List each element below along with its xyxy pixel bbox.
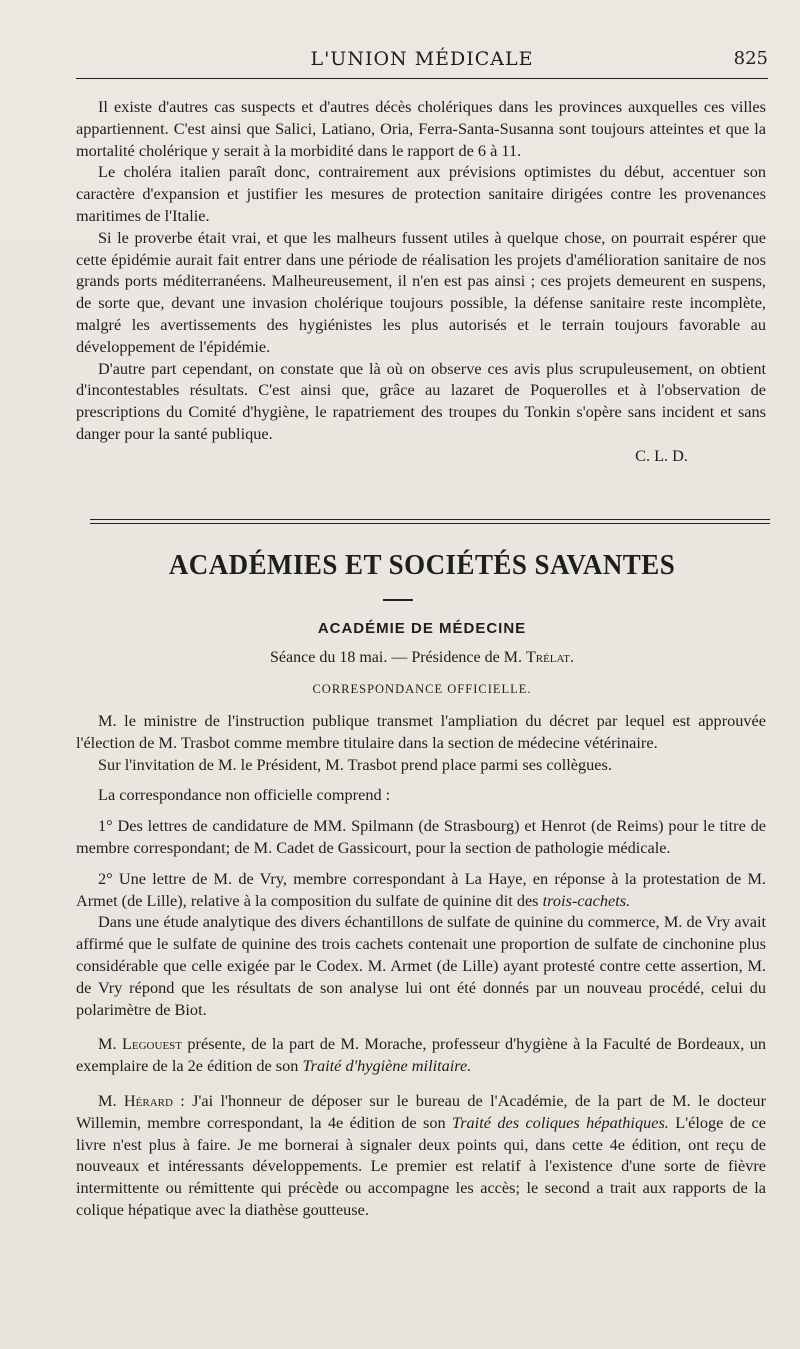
paragraph: Dans une étude analytique des divers échantillons de sulfate de quinine du commerce, M. de Vry avait affirmé que le sulfate de quinine des trois cachets contenait une proportion de sulfate de cinchonine plus considérable que celle exigée par le Codex. M. Armet (de Lille) ayant protesté contre cette assertion, M. de Vry répond que les résultats de son analyse lui ont été donnés par un nouveau procédé, celui du polarimètre de Biot. — [76, 912, 766, 1019]
session-date: Séance du 18 mai. — Présidence de M. — [270, 649, 526, 666]
page-number: 825 — [733, 48, 768, 69]
paragraph: Sur l'invitation de M. le Président, M. Trasbot prend place parmi ses collègues. — [98, 754, 612, 774]
paragraph: 1° Des lettres de candidature de MM. Spilmann (de Strasbourg) et Henrot (de Reims) pour le titre de membre correspondant; de M. Cadet de Gassicourt, pour la section de pathologie médicale. — [76, 816, 766, 857]
paragraph — [76, 868, 766, 912]
italic-text: Traité d'hygiène militaire. — [302, 1056, 472, 1076]
paragraph: Le choléra italien paraît donc, contrairement aux prévisions optimistes du début, accentuer son caractère d'expansion et justifier les mesures de protection sanitaire dirigées contre les provenances maritimes de l'Italie. — [76, 162, 766, 225]
session-line — [76, 649, 768, 667]
paragraph: Il existe d'autres cas suspects et d'autres décès cholériques dans les provinces auxquelles ces villes appartiennent. C'est ainsi que Salici, Latiano, Oria, Ferra-Santa-Susanna sont toujours atteintes et que la mortalité cholérique y serait à la morbidité dans le rapport de 6 à 11. — [76, 97, 766, 160]
journal-title: L'UNION MÉDICALE — [310, 48, 534, 70]
header-rule — [76, 78, 768, 79]
article-end — [76, 96, 766, 467]
section-divider — [90, 519, 770, 524]
paragraph-text: présente, de la part de M. Morache, professeur d'hygiène à la Faculté de Bordeaux, un exemplaire de la 2e édition de son — [76, 1034, 767, 1076]
correspondance-heading: CORRESPONDANCE OFFICIELLE. — [312, 682, 532, 696]
paragraph-text: 2° Une lettre de M. de Vry, membre correspondant à La Haye, en réponse à la protestation de M. Armet (de Lille), relative à la composition du sulfate de quinine dit des — [76, 868, 766, 910]
italic-text: trois-cachets. — [542, 890, 631, 910]
subsection-title: ACADÉMIE DE MÉDECINE — [317, 620, 527, 637]
session-president: Trélat. — [525, 649, 574, 666]
paragraph — [76, 1033, 766, 1077]
running-head — [76, 46, 768, 76]
section-body — [76, 710, 766, 1221]
paragraph-text: L'éloge de ce livre n'est plus à faire. Je me bornerai à signaler deux points qui, dans cette 4e édition, ont reçu de nouveaux et intéressants développements. Le premier est relatif à l'existence d'une sorte de fièvre intermittente ou rémittente qui précède ou accompagne les accès; le second a trait aux rapports de la colique hépatique avec la diathèse goutteuse. — [76, 1112, 767, 1219]
title-rule — [383, 599, 413, 601]
section-title: ACADÉMIES ET SOCIÉTÉS SAVANTES — [168, 549, 676, 581]
member-name: M. Legouest — [98, 1034, 183, 1054]
paragraph: Si le proverbe était vrai, et que les malheurs fussent utiles à quelque chose, on pourrait espérer que cette épidémie aurait fait entrer dans une période de réalisation les projets d'amélioration sanitaire de nos grands ports méditerranéens. Malheureusement, il n'en est pas ainsi ; ces projets demeurent en suspens, de sorte que, devant une invasion cholérique toujours possible, la défense sanitaire reste incomplète, malgré les avertissements des hygiénistes les plus autorisés et le terrain toujours favorable au développement de l'épidémie. — [76, 227, 766, 356]
italic-text: Traité des coliques hépathiques. — [452, 1112, 669, 1132]
signature: C. L. D. — [635, 445, 688, 465]
paragraph: La correspondance non officielle comprend : — [98, 785, 391, 805]
paragraph-text: : J'ai l'honneur de déposer sur le bureau de l'Académie, de la part de M. le docteur Willemin, membre correspondant, la 4e édition de son — [76, 1090, 766, 1132]
member-name: M. Hérard — [98, 1090, 173, 1110]
paragraph: D'autre part cependant, on constate que là où on observe ces avis plus scrupuleusement, on obtient d'incontestables résultats. C'est ainsi que, grâce au lazaret de Poquerolles et à l'observation de prescriptions du Comité d'hygiène, le rapatriement des troupes du Tonkin s'opère sans incident et sans danger pour la santé publique. — [76, 358, 766, 443]
paragraph — [76, 1090, 766, 1221]
paragraph: M. le ministre de l'instruction publique transmet l'ampliation du décret par lequel est approuvée l'élection de M. Trasbot comme membre titulaire dans la section de médecine vétérinaire. — [76, 711, 766, 752]
